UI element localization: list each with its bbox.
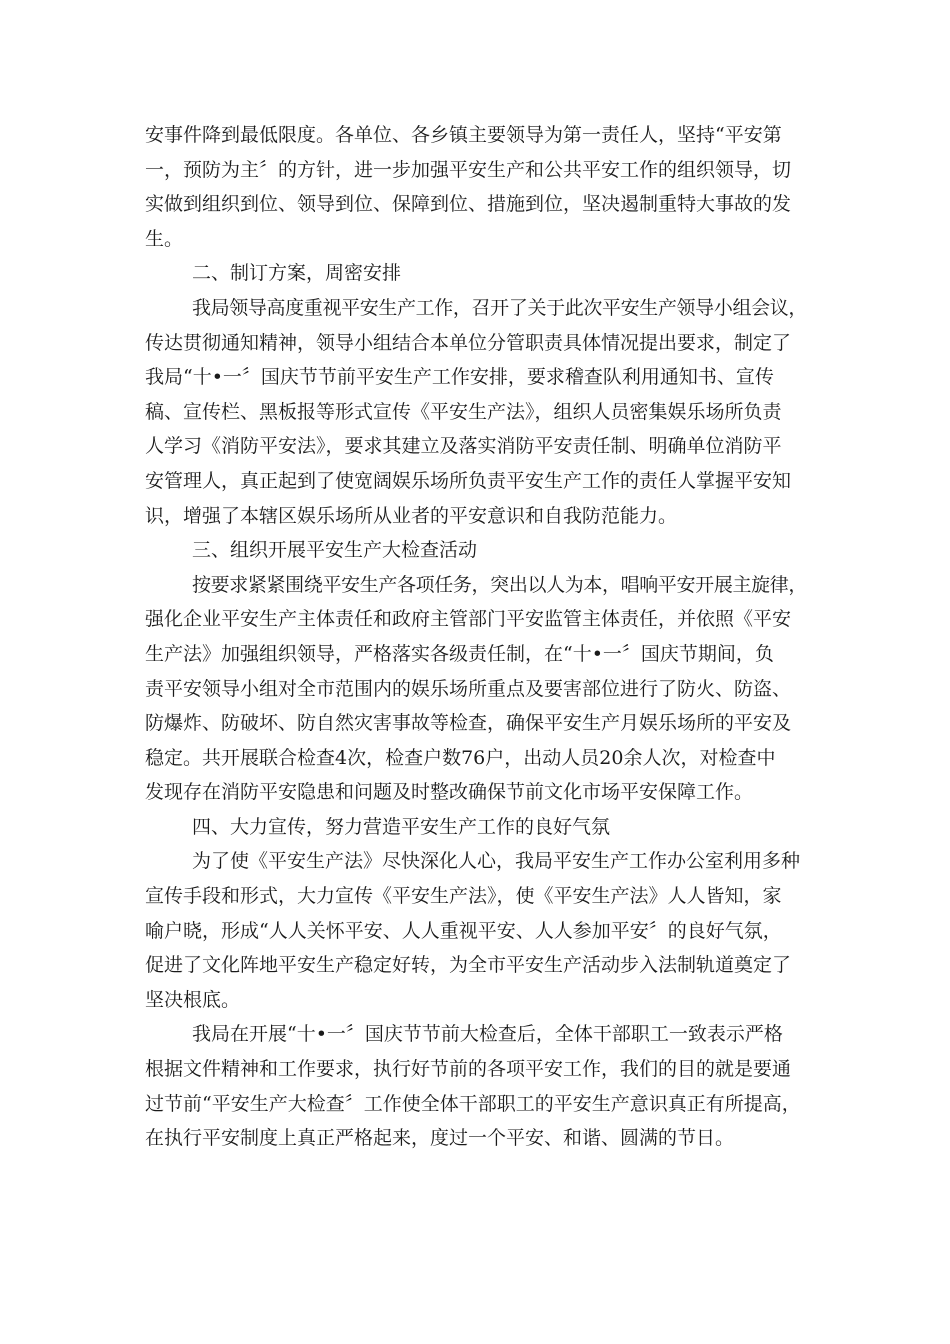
text-line: 在执行平安制度上真正严格起来，度过一个平安、和谐、圆满的节日。: [145, 1127, 735, 1150]
paragraph-start-line: 我局领导高度重视平安生产工作，召开了关于此次平安生产领导小组会议，: [192, 296, 808, 319]
text-line: 防爆炸、防破坏、防自然灾害事故等检查，确保平安生产月娱乐场所的平安及: [145, 712, 792, 735]
paragraph-start-line: 三、组织开展平安生产大检查活动: [192, 539, 478, 562]
paragraph-start-line: 为了使《平安生产法》尽快深化人心，我局平安生产工作办公室利用多种: [192, 850, 801, 873]
text-line: 过节前“平安生产大检查〞工作使全体干部职工的平安生产意识真正有所提高，: [145, 1092, 801, 1115]
text-line: 坚决根底。: [145, 988, 241, 1011]
text-line: 实做到组织到位、领导到位、保障到位、措施到位，坚决遏制重特大事故的发: [145, 193, 792, 216]
text-line: 生。: [145, 227, 184, 250]
text-line: 稳定。共开展联合检查4次，检查户数76户，出动人员20余人次，对检查中: [145, 746, 776, 769]
document-body: [145, 118, 807, 1156]
text-line: 传达贯彻通知精神，领导小组结合本单位分管职责具体情况提出要求，制定了: [145, 331, 792, 354]
text-line: 责平安领导小组对全市范围内的娱乐场所重点及要害部位进行了防火、防盗、: [145, 677, 792, 700]
text-line: 生产法》加强组织领导，严格落实各级责任制，在“十•一〞国庆节期间，负: [145, 642, 774, 665]
text-line: 发现存在消防平安隐患和问题及时整改确保节前文化市场平安保障工作。: [145, 781, 754, 804]
text-line: 促进了文化阵地平安生产稳定好转，为全市平安生产活动步入法制轨道奠定了: [145, 954, 792, 977]
text-line: 喻户晓，形成“人人关怀平安、人人重视平安、人人参加平安〞的良好气氛，: [145, 919, 782, 942]
text-line: 安事件降到最低限度。各单位、各乡镇主要领导为第一责任人，坚持“平安第: [145, 124, 782, 146]
text-line: 识，增强了本辖区娱乐场所从业者的平安意识和自我防范能力。: [145, 504, 678, 527]
paragraph-start-line: 按要求紧紧围绕平安生产各项任务，突出以人为本，唱响平安开展主旋律，: [192, 573, 808, 596]
text-line: 稿、宣传栏、黑板报等形式宣传《平安生产法》，组织人员密集娱乐场所负责: [145, 400, 782, 423]
paragraph-start-line: 四、大力宣传，努力营造平安生产工作的良好气氛: [192, 815, 611, 838]
text-line: 宣传手段和形式，大力宣传《平安生产法》，使《平安生产法》人人皆知，家: [145, 885, 782, 908]
paragraph-start-line: 我局在开展“十•一〞国庆节节前大检查后，全体干部职工一致表示严格: [192, 1023, 783, 1046]
text-line: 一，预防为主〞的方针，进一步加强平安生产和公共平安工作的组织领导，切: [145, 158, 792, 181]
text-line: 我局“十•一〞国庆节节前平安生产工作安排，要求稽查队利用通知书、宣传: [145, 366, 774, 389]
text-line: 安管理人，真正起到了使宽阔娱乐场所负责平安生产工作的责任人掌握平安知: [145, 469, 792, 492]
text-line: 强化企业平安生产主体责任和政府主管部门平安监管主体责任，并依照《平安: [145, 608, 792, 631]
text-line: 根据文件精神和工作要求，执行好节前的各项平安工作，我们的目的就是要通: [145, 1058, 792, 1081]
paragraph-start-line: 二、制订方案，周密安排: [192, 262, 402, 285]
text-line: 人学习《消防平安法》，要求其建立及落实消防平安责任制、明确单位消防平: [145, 435, 782, 458]
